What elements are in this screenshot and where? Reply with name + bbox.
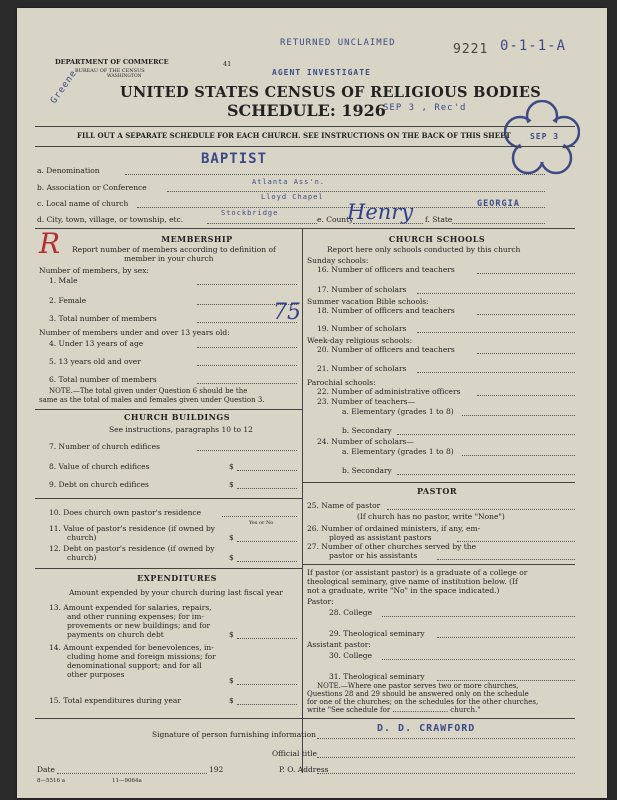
q14-benevolences: 14. Amount expended for benevolences, in- bbox=[49, 643, 214, 652]
q31-seminary: 31. Theological seminary bbox=[329, 672, 425, 681]
q13-line-3: provements or new buildings; and for bbox=[67, 621, 211, 630]
association-label: b. Association or Conference bbox=[37, 183, 147, 192]
q3-total: 3. Total number of members bbox=[49, 314, 157, 323]
graduate-instruction-3: not a graduate, write "No" in the space indicated.) bbox=[307, 586, 500, 595]
pastor-note-4: write "See schedule for ......................... church." bbox=[307, 706, 481, 714]
q24-scholars: 24. Number of scholars— bbox=[317, 437, 414, 446]
q25-note: (If church has no pastor, write "None") bbox=[357, 512, 505, 521]
q24b-secondary: b. Secondary bbox=[342, 466, 392, 475]
q12-debt-residence-2: church) bbox=[67, 553, 97, 562]
membership-note-2: same as the total of males and females given under Question 3. bbox=[39, 396, 265, 404]
q28-college: 28. College bbox=[329, 608, 373, 617]
expenditures-sub: Amount expended by your church during last fiscal year bbox=[69, 588, 283, 597]
by-sex-label: Number of members, by sex: bbox=[39, 266, 149, 275]
membership-title: MEMBERSHIP bbox=[161, 234, 233, 244]
sunday-schools-label: Sunday schools: bbox=[307, 256, 369, 265]
q8-dollar: $ bbox=[229, 462, 234, 471]
q9-dollar: $ bbox=[229, 480, 234, 489]
signature-label: Signature of person furnishing information bbox=[152, 730, 316, 739]
q27-other-churches: 27. Number of other churches served by the bbox=[307, 542, 477, 551]
state-value: GEORGIA bbox=[477, 199, 520, 209]
q7-edifices: 7. Number of church edifices bbox=[49, 442, 160, 451]
county-value: Henry bbox=[347, 200, 414, 224]
parochial-schools-label: Parochial schools: bbox=[307, 378, 376, 387]
city-label: WASHINGTON bbox=[107, 74, 142, 79]
state-label: f. State bbox=[425, 215, 453, 224]
schools-sub: Report here only schools conducted by this church bbox=[327, 245, 521, 254]
q13-dollar: $ bbox=[229, 630, 234, 639]
official-title-label: Official title bbox=[272, 749, 317, 758]
q11-value-residence: 11. Value of pastor's residence (if owned by bbox=[49, 524, 216, 533]
assistant-pastor-label: Assistant pastor: bbox=[307, 640, 371, 649]
form-title: UNITED STATES CENSUS OF RELIGIOUS BODIES bbox=[120, 84, 541, 101]
local-name-label: c. Local name of church bbox=[37, 199, 129, 208]
date-label: Date bbox=[37, 765, 55, 774]
pastor-note: NOTE.—Where one pastor serves two or more churches, bbox=[317, 682, 519, 690]
q3-total-value: 75 bbox=[273, 300, 301, 325]
county-label: e. County bbox=[317, 215, 354, 224]
received-date-stamp: SEP 3 , Rec'd bbox=[383, 103, 467, 113]
schedule-year: SCHEDULE: 1926 bbox=[227, 101, 386, 120]
signature-value: D. D. CRAWFORD bbox=[377, 723, 476, 734]
q11-dollar: $ bbox=[229, 533, 234, 542]
po-address-label: P. O. Address bbox=[279, 765, 329, 774]
q26-ordained-ministers: 26. Number of ordained ministers, if any, em- bbox=[307, 524, 481, 533]
r-mark: R bbox=[39, 227, 61, 260]
q14-line-2: cluding home and foreign missions; for bbox=[67, 652, 216, 661]
bureau-label: BUREAU OF THE CENSUS bbox=[75, 68, 145, 74]
graduate-instruction-2: theological seminary, give name of institution below. (If bbox=[307, 577, 518, 586]
form-number-2: 11—9064a bbox=[112, 778, 142, 784]
q23-teachers: 23. Number of teachers— bbox=[317, 397, 416, 406]
q29-seminary: 29. Theological seminary bbox=[329, 629, 425, 638]
q20-weekday-officers: 20. Number of officers and teachers bbox=[317, 345, 455, 354]
code-011a: 0-1-1-A bbox=[500, 38, 567, 54]
q22-admin-officers: 22. Number of administrative officers bbox=[317, 387, 461, 396]
q25-pastor-name: 25. Name of pastor bbox=[307, 501, 381, 510]
under-over-label: Number of members under and over 13 years old: bbox=[39, 328, 230, 337]
q17-sunday-scholars: 17. Number of scholars bbox=[317, 285, 407, 294]
q23a-elementary: a. Elementary (grades 1 to 8) bbox=[342, 407, 454, 416]
q8-value-edifices: 8. Value of church edifices bbox=[49, 462, 150, 471]
form-number: 8—5516 a bbox=[37, 778, 66, 784]
agent-investigate-stamp: AGENT INVESTIGATE bbox=[272, 68, 371, 77]
graduate-instruction: If pastor (or assistant pastor) is a graduate of a college or bbox=[307, 568, 528, 577]
q9-debt-edifices: 9. Debt on church edifices bbox=[49, 480, 149, 489]
year-192: 192 bbox=[209, 765, 224, 774]
pastor-note-3: for one of the churches; on the schedules for the other churches, bbox=[307, 698, 539, 706]
department-label: DEPARTMENT OF COMMERCE bbox=[55, 58, 169, 66]
pastor-title: PASTOR bbox=[417, 486, 457, 496]
buildings-sub: See instructions, paragraphs 10 to 12 bbox=[109, 425, 253, 434]
q12-debt-residence: 12. Debt on pastor's residence (if owned by bbox=[49, 544, 215, 553]
q30-college: 30. College bbox=[329, 651, 373, 660]
q15-total-expenditures: 15. Total expenditures during year bbox=[49, 696, 181, 705]
flower-stamp-text: SEP 3 bbox=[530, 132, 560, 141]
summer-schools-label: Summer vacation Bible schools: bbox=[307, 297, 429, 306]
q1-male: 1. Male bbox=[49, 276, 78, 285]
q13-running-expenses: 13. Amount expended for salaries, repairs, bbox=[49, 603, 212, 612]
local-name-value: Lloyd Chapel bbox=[261, 193, 324, 201]
q26-line-2: ployed as assistant pastors bbox=[329, 533, 432, 542]
q18-summer-officers: 18. Number of officers and teachers bbox=[317, 306, 455, 315]
schools-title: CHURCH SCHOOLS bbox=[388, 234, 486, 244]
q24a-elementary: a. Elementary (grades 1 to 8) bbox=[342, 447, 454, 456]
census-schedule-sheet bbox=[17, 8, 607, 798]
city-town-label: d. City, town, village, or township, etc. bbox=[37, 215, 184, 224]
buildings-title: CHURCH BUILDINGS bbox=[124, 412, 230, 422]
pastor-note-2: Questions 28 and 29 should be answered only on the schedule bbox=[307, 690, 529, 698]
q10-owns-residence: 10. Does church own pastor's residence bbox=[49, 508, 202, 517]
q21-weekday-scholars: 21. Number of scholars bbox=[317, 364, 407, 373]
q12-dollar: $ bbox=[229, 553, 234, 562]
membership-intro-2: member in your church bbox=[124, 254, 214, 263]
denomination-value: BAPTIST bbox=[201, 151, 268, 167]
association-value: Atlanta Ass'n. bbox=[252, 178, 326, 186]
expenditures-title: EXPENDITURES bbox=[137, 573, 217, 583]
q5-13-and-over: 5. 13 years old and over bbox=[49, 357, 141, 366]
q27-line-2: pastor or his assistants bbox=[329, 551, 418, 560]
q16-sunday-officers: 16. Number of officers and teachers bbox=[317, 265, 455, 274]
q14-dollar: $ bbox=[229, 676, 234, 685]
q2-female: 2. Female bbox=[49, 296, 87, 305]
returned-unclaimed-stamp: RETURNED UNCLAIMED bbox=[280, 38, 396, 48]
q23b-secondary: b. Secondary bbox=[342, 426, 392, 435]
code-9221: 9221 bbox=[453, 42, 489, 57]
membership-intro: Report number of members according to definition of bbox=[72, 245, 276, 254]
q11-value-residence-2: church) bbox=[67, 533, 97, 542]
number-41: 41 bbox=[223, 60, 232, 68]
separate-schedule-instruction: FILL OUT A SEPARATE SCHEDULE FOR EACH CHURCH. SEE INSTRUCTIONS ON THE BACK OF THIS SHEET bbox=[77, 131, 511, 140]
pastor-label: Pastor: bbox=[307, 597, 334, 606]
q15-dollar: $ bbox=[229, 696, 234, 705]
q14-line-4: other purposes bbox=[67, 670, 125, 679]
weekday-schools-label: Week-day religious schools: bbox=[307, 336, 413, 345]
q4-under-13: 4. Under 13 years of age bbox=[49, 339, 144, 348]
yes-no-hint: Yes or No bbox=[249, 520, 274, 526]
city-town-value: Stockbridge bbox=[221, 209, 279, 217]
denomination-label: a. Denomination bbox=[37, 166, 100, 175]
membership-note: NOTE.—The total given under Question 6 should be the bbox=[49, 387, 248, 395]
q19-summer-scholars: 19. Number of scholars bbox=[317, 324, 407, 333]
q6-total: 6. Total number of members bbox=[49, 375, 157, 384]
greene-stamp: Greene bbox=[49, 68, 80, 106]
q13-line-4: payments on church debt bbox=[67, 630, 164, 639]
q13-line-2: and other running expenses; for im- bbox=[67, 612, 204, 621]
q14-line-3: denominational support; and for all bbox=[67, 661, 202, 670]
